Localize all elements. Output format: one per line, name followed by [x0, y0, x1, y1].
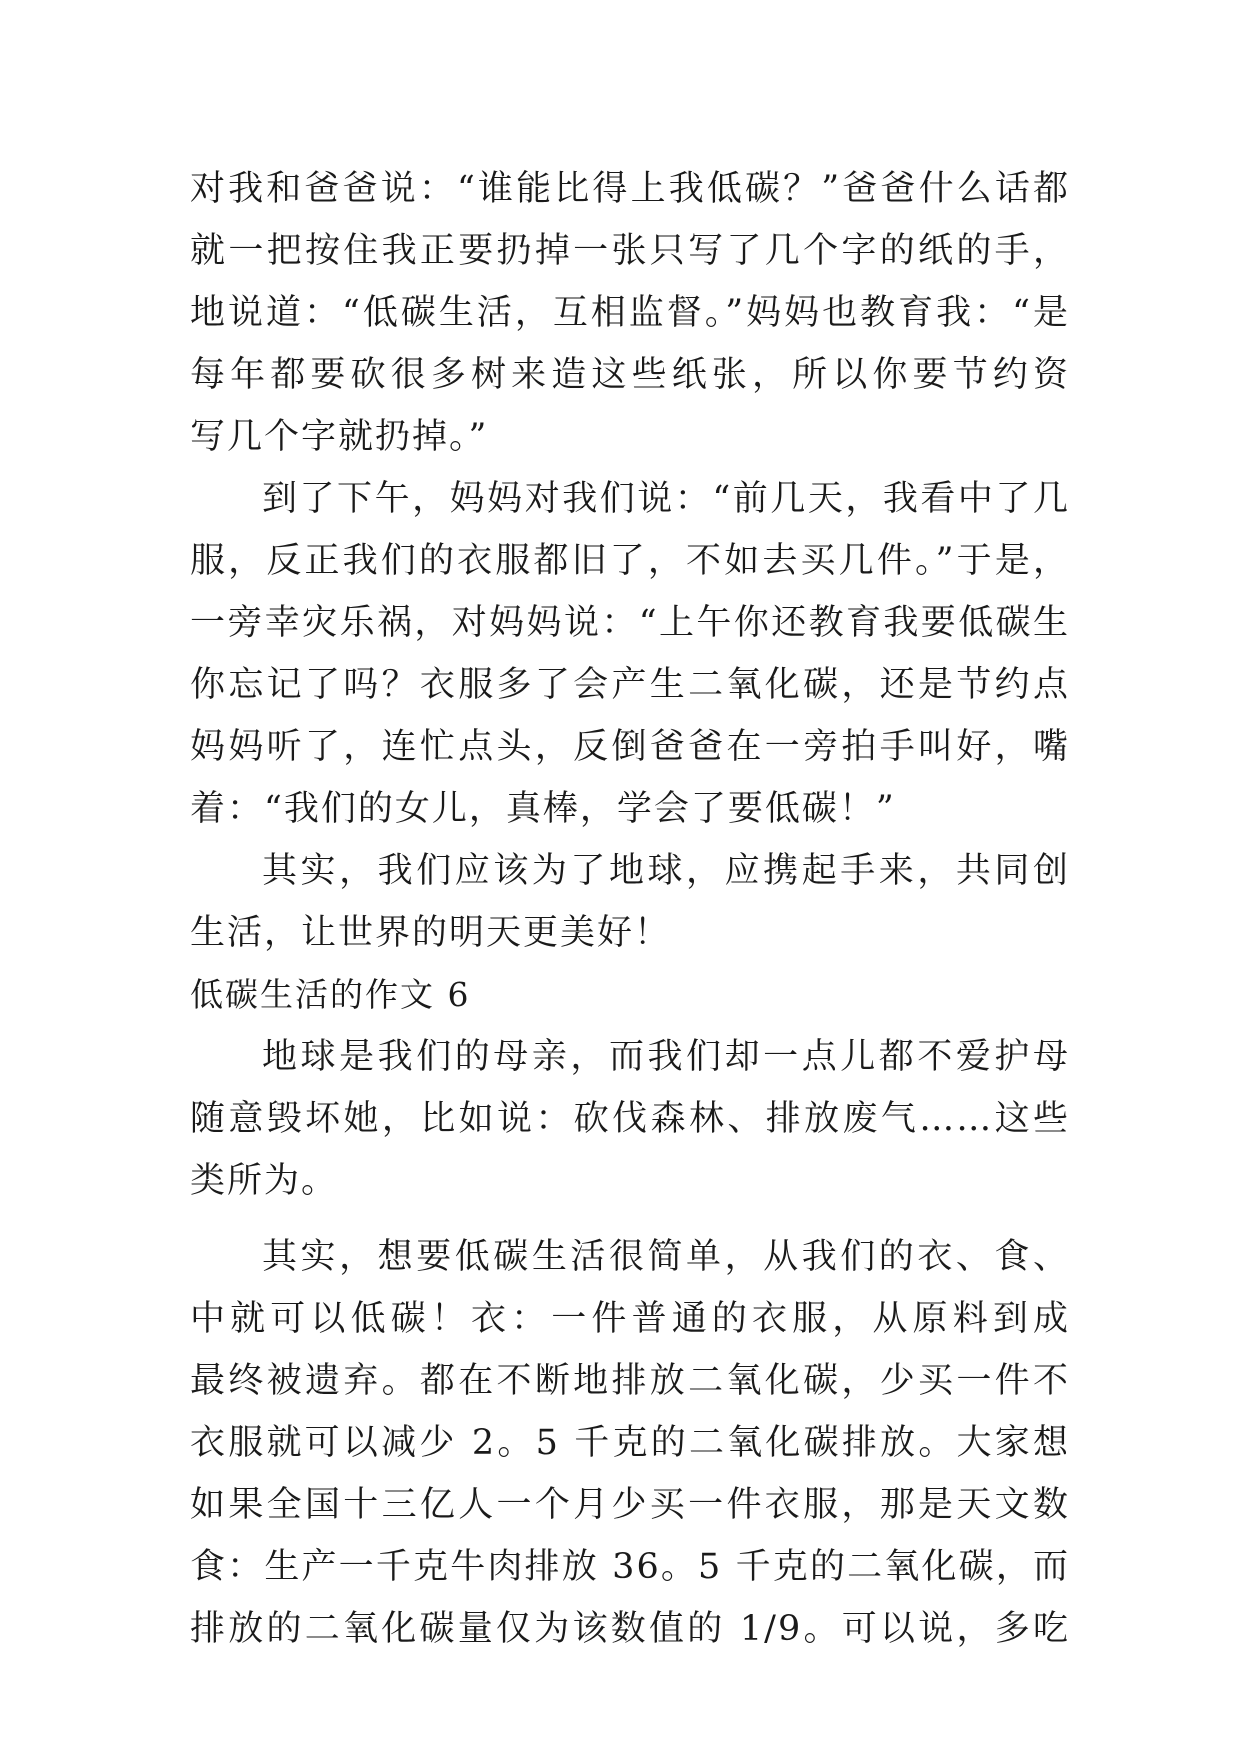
text-line: 写几个字就扔掉。” [190, 417, 489, 457]
paragraph-first-line: 地球是我们的母亲，而我们却一点儿都不爱护母 [262, 1037, 1070, 1077]
paragraph-first-line: 到了下午，妈妈对我们说：“前几天，我看中了几 [262, 479, 1070, 519]
paragraph-first-line: 其实，我们应该为了地球，应携起手来，共同创 [262, 851, 1070, 891]
text-line: 生活，让世界的明天更美好！ [190, 913, 672, 953]
text-line: 类所为。 [190, 1161, 339, 1201]
paragraph-gap [190, 1212, 1070, 1226]
text-line: 随意毁坏她，比如说：砍伐森林、排放废气……这些 [190, 1099, 1070, 1139]
text-line: 每年都要砍很多树来造这些纸张，所以你要节约资 [190, 355, 1070, 395]
text-line: 对我和爸爸说：“谁能比得上我低碳？”爸爸什么话都 [190, 169, 1070, 209]
text-line: 中就可以低碳！衣：一件普通的衣服，从原料到成 [190, 1299, 1070, 1339]
text-line: 妈妈听了，连忙点头，反倒爸爸在一旁拍手叫好，嘴 [190, 727, 1070, 767]
paragraph-first-line: 其实，想要低碳生活很简单，从我们的衣、食、 [262, 1237, 1070, 1277]
text-line: 衣服就可以减少 2。5 千克的二氧化碳排放。大家想 [190, 1423, 1070, 1463]
text-line: 服，反正我们的衣服都旧了，不如去买几件。”于是， [190, 541, 1070, 581]
text-line: 你忘记了吗？衣服多了会产生二氧化碳，还是节约点 [190, 665, 1070, 705]
text-line: 食：生产一千克牛肉排放 36。5 千克的二氧化碳，而 [190, 1547, 1070, 1587]
text-line: 排放的二氧化碳量仅为该数值的 1/9。可以说，多吃 [190, 1609, 1070, 1649]
section-heading: 低碳生活的作文 6 [190, 975, 471, 1014]
text-line: 如果全国十三亿人一个月少买一件衣服，那是天文数 [190, 1485, 1070, 1525]
text-line: 最终被遗弃。都在不断地排放二氧化碳，少买一件不 [190, 1361, 1070, 1401]
text-line: 一旁幸灾乐祸，对妈妈说：“上午你还教育我要低碳生 [190, 603, 1070, 643]
text-line: 就一把按住我正要扔掉一张只写了几个字的纸的手， [190, 231, 1070, 271]
text-line: 地说道：“低碳生活，互相监督。”妈妈也教育我：“是 [190, 293, 1070, 333]
text-line: 着：“我们的女儿，真棒，学会了要低碳！” [190, 789, 896, 829]
essay-body [190, 158, 1070, 1660]
